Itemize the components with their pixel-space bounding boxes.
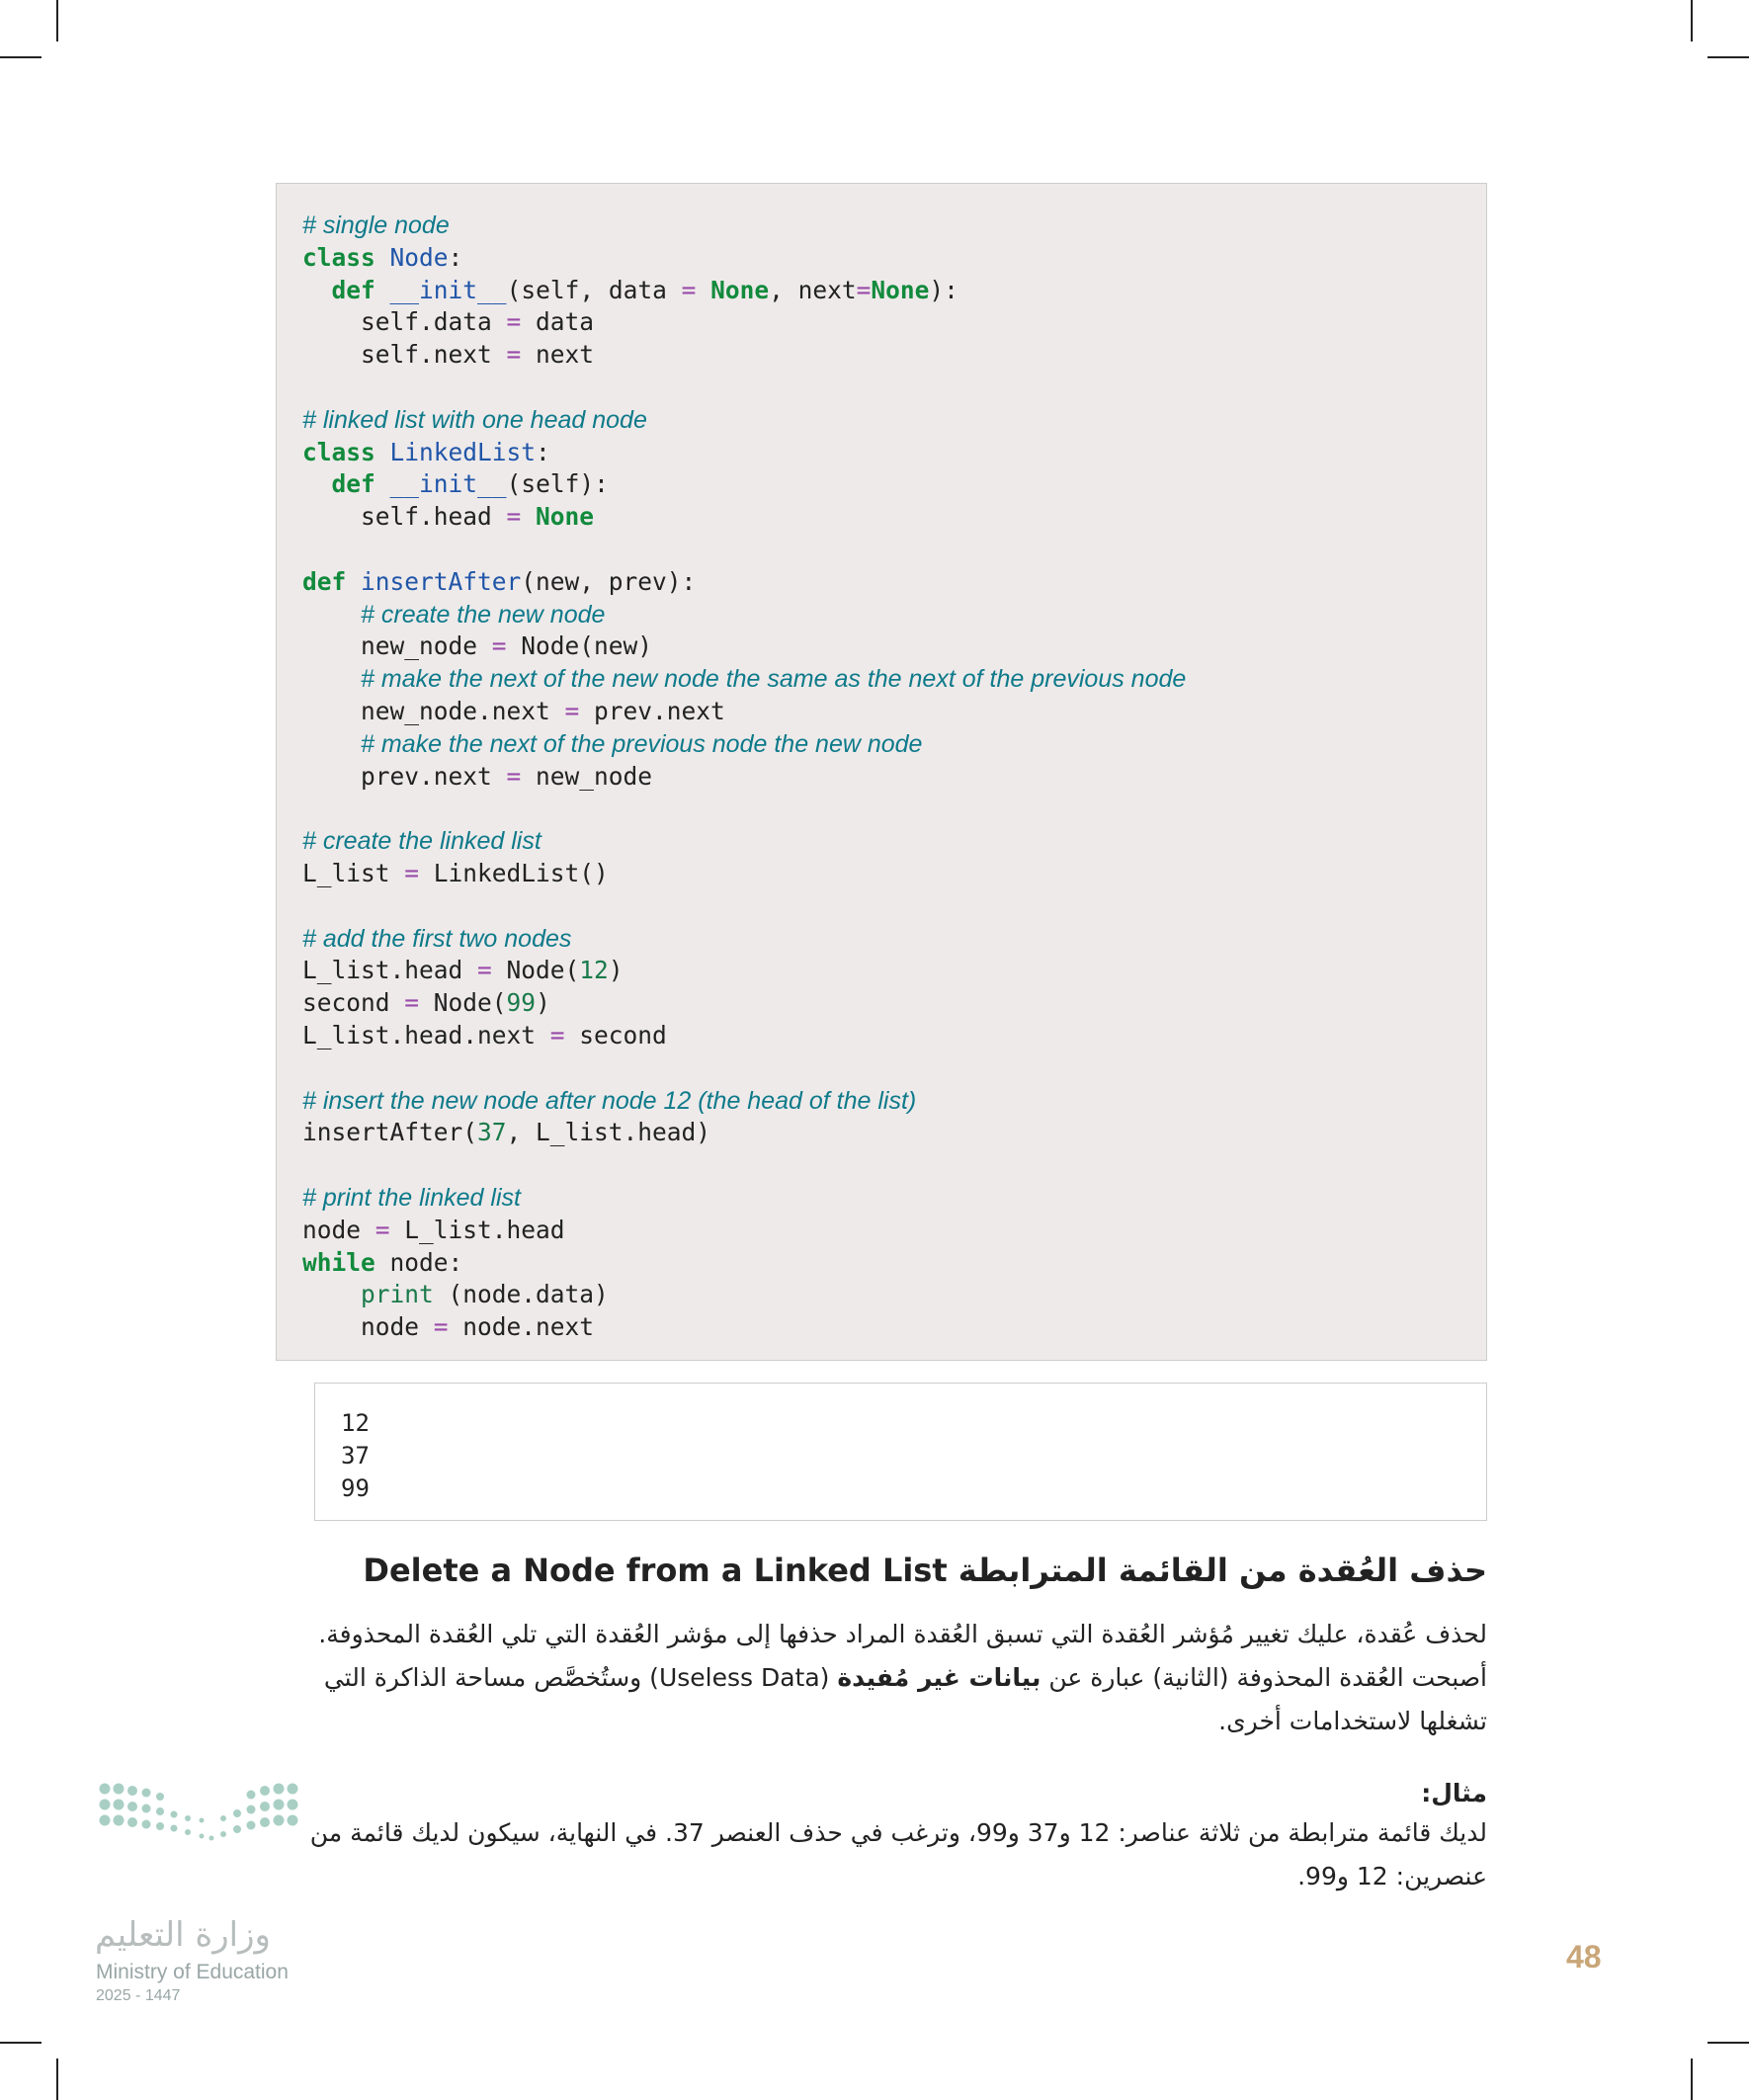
crop-mark <box>56 2058 58 2100</box>
section-heading: حذف العُقدة من القائمة المترابطة Delete a Node from a Linked List <box>363 1552 1487 1589</box>
crop-mark <box>0 2042 42 2044</box>
crop-mark <box>1691 0 1693 42</box>
example-label: مثال: <box>1421 1779 1487 1807</box>
code-line: def __init__(self): <box>331 469 609 499</box>
code-comment: # add the first two nodes <box>302 924 572 953</box>
code-comment: # insert the new node after node 12 (the head of the list) <box>302 1086 917 1115</box>
code-line: new_node.next = prev.next <box>302 696 725 725</box>
logo-english: Ministry of Education <box>96 1961 289 1983</box>
code-line: def insertAfter(new, prev): <box>302 566 697 596</box>
code-comment: # create the new node <box>361 600 606 629</box>
code-line: self.data = data <box>302 307 595 337</box>
code-comment: # make the next of the new node the same as the next of the previous node <box>361 665 1187 694</box>
code-block <box>276 183 1487 1361</box>
code-line: L_list = LinkedList() <box>302 858 609 887</box>
code-line: new_node = Node(new) <box>302 631 653 661</box>
crop-mark <box>1691 2058 1693 2100</box>
paragraph-text: (Useless Data) وستُخصَّص مساحة الذاكرة التي تشغلها لاستخدامات أخرى. <box>323 1663 1487 1735</box>
code-comment: # make the next of the previous node the new node <box>361 729 923 758</box>
bold-term: بيانات غير مُفيدة <box>837 1663 1041 1692</box>
output-block <box>314 1383 1487 1521</box>
code-line: while node: <box>302 1247 463 1277</box>
code-line: self.head = None <box>302 502 595 532</box>
output-line: 99 <box>341 1474 370 1502</box>
crop-mark <box>1707 2042 1749 2044</box>
code-line: prev.next = new_node <box>302 761 653 791</box>
code-comment: # single node <box>302 211 450 239</box>
code-line: second = Node(99) <box>302 988 550 1018</box>
code-comment: # create the linked list <box>302 827 541 856</box>
code-line <box>302 372 1462 404</box>
code-comment: # linked list with one head node <box>302 405 647 434</box>
code-line: def __init__(self, data = None, next=None): <box>331 275 958 304</box>
code-line: node = L_list.head <box>302 1215 565 1244</box>
code-line <box>302 793 1462 825</box>
crop-mark <box>1707 56 1749 58</box>
crop-mark <box>56 0 58 42</box>
code-line <box>302 1052 1462 1085</box>
code-line: L_list.head.next = second <box>302 1020 667 1050</box>
ministry-logo-dots <box>95 1779 312 1897</box>
code-line: L_list.head = Node(12) <box>302 956 624 985</box>
logo-year: 2025 - 1447 <box>96 1987 181 2004</box>
paragraph-text: لحذف عُقدة، عليك تغيير مُؤشر العُقدة التي تسبق العُقدة المراد حذفها إلى مؤشر العُقدة التي تلي العُقدة المحذوفة. أصبحت العُقدة المحذوفة (الثانية) عبارة عن <box>318 1620 1487 1692</box>
output-line: 12 <box>341 1409 370 1437</box>
code-line <box>302 534 1462 566</box>
code-comment: # print the linked list <box>302 1183 521 1212</box>
code-line: class LinkedList: <box>302 437 550 466</box>
logo-arabic: وزارة التعليم <box>95 1915 271 1955</box>
code-line: self.next = next <box>302 340 595 370</box>
code-line: class Node: <box>302 242 463 272</box>
example-paragraph: لديك قائمة مترابطة من ثلاثة عناصر: 12 و37 و99، وترغب في حذف العنصر 37. في النهاية، سيكون لديك قائمة من عنصرين: 12 و99. <box>309 1818 1487 1890</box>
output-line: 37 <box>341 1442 370 1470</box>
code-line: insertAfter(37, L_list.head) <box>302 1118 711 1147</box>
paragraph-delete-node <box>272 1613 1487 1743</box>
crop-mark <box>0 56 42 58</box>
code-line <box>302 890 1462 923</box>
code-line <box>302 1149 1462 1182</box>
code-line: node = node.next <box>302 1312 595 1342</box>
page-number: 48 <box>1566 1939 1602 1974</box>
code-line: print (node.data) <box>361 1280 609 1309</box>
